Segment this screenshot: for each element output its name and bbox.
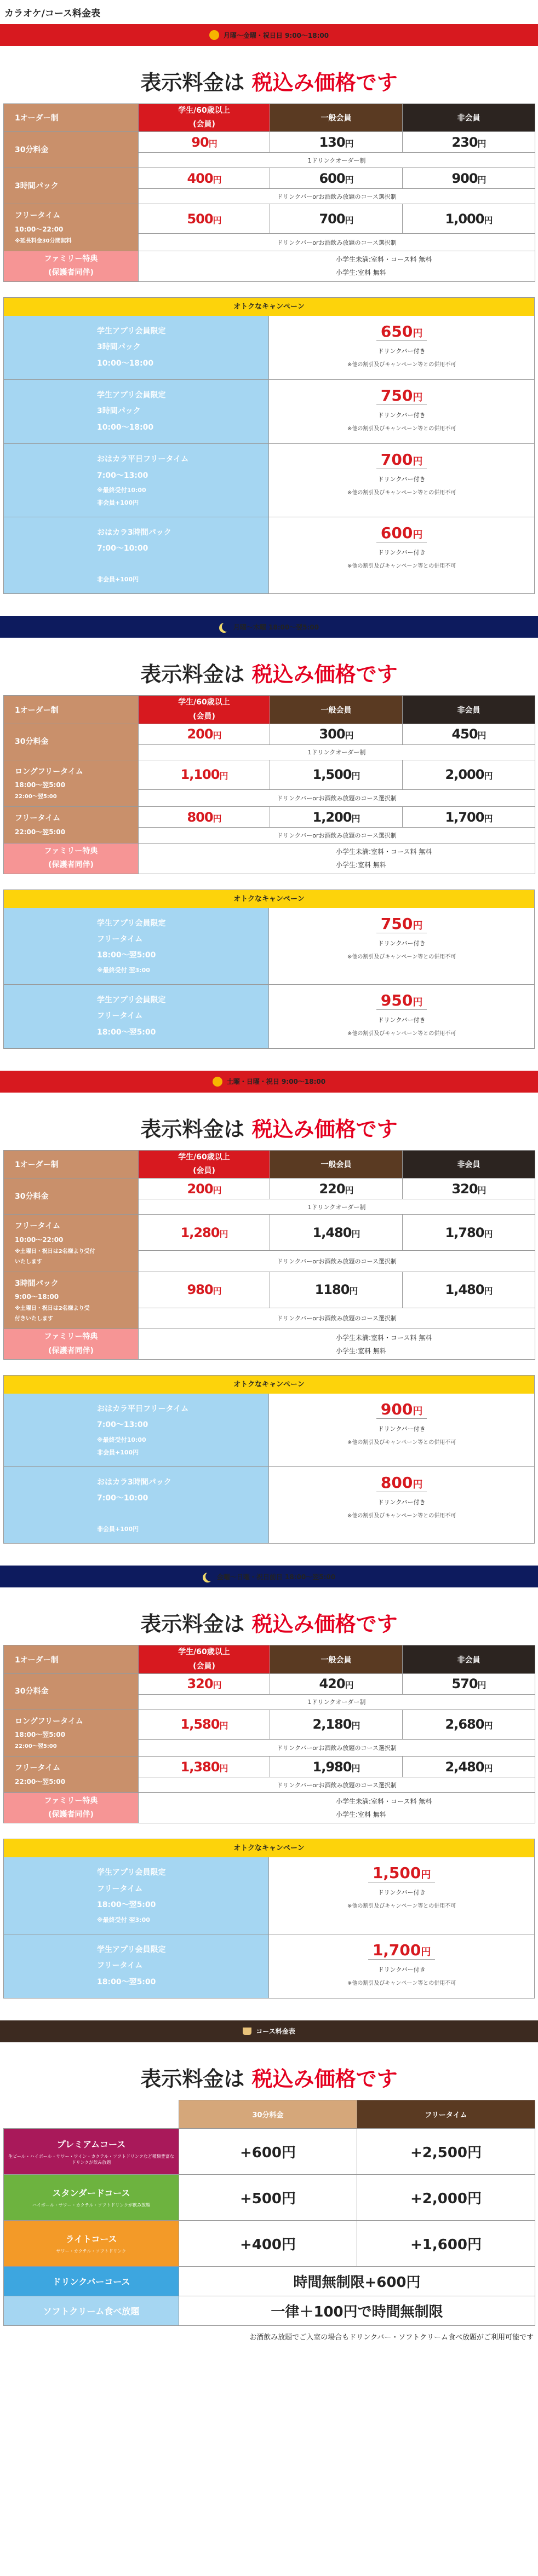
row-label: フリータイム 22:00～翌5:00 bbox=[4, 807, 139, 843]
row-label: フリータイム 22:00～翌5:00 bbox=[4, 1757, 139, 1793]
price-table bbox=[3, 1150, 535, 1360]
sun-icon bbox=[213, 1077, 222, 1087]
no-combine-note: ※他の割引及びキャンペーン等との併用不可 bbox=[347, 1903, 456, 1910]
tax-headline bbox=[0, 1587, 538, 1645]
non-member-header: 非会員 bbox=[403, 1645, 535, 1673]
campaign-price-block bbox=[269, 908, 534, 984]
campaign-price-block bbox=[269, 985, 534, 1048]
non-member-header: 非会員 bbox=[403, 696, 535, 724]
price-cell: 450円 bbox=[403, 724, 535, 744]
price-cell: 1,280円 bbox=[139, 1215, 270, 1251]
campaign-row bbox=[3, 380, 535, 444]
campaign-header: オトクなキャンペーン bbox=[3, 890, 535, 908]
course-price-free: +1,600円 bbox=[357, 2220, 535, 2266]
headline-tax-text: 税込み価格です bbox=[251, 662, 398, 687]
course-name: ソフトクリーム食べ放題 bbox=[4, 2296, 179, 2325]
course-banner-label: コース料金表 bbox=[256, 2028, 295, 2036]
campaign-price: 750円 bbox=[376, 386, 427, 405]
page-title: カラオケ/コース料金表 bbox=[4, 8, 101, 19]
course-name: プレミアムコース 生ビール・ハイボール・サワー・ワイン・カクテル・ソフトドリンクなど種類豊富なドリンクが飲み放題 bbox=[4, 2128, 179, 2174]
campaign-block bbox=[3, 1375, 535, 1544]
course-price: 一律＋100円で時間無制限 bbox=[179, 2296, 535, 2325]
headline-text: 表示料金は bbox=[140, 1117, 252, 1141]
price-table bbox=[3, 1645, 535, 1823]
family-row bbox=[4, 1329, 535, 1360]
general-header: 一般会員 bbox=[270, 1150, 403, 1178]
course-price-30min: +400円 bbox=[179, 2220, 357, 2266]
family-benefit-label: ファミリー特典 (保護者同伴) bbox=[4, 843, 139, 874]
course-price-free: +2,500円 bbox=[357, 2128, 535, 2174]
course-header-row bbox=[4, 2100, 535, 2128]
row-label: 30分料金 bbox=[4, 1673, 139, 1709]
tax-headline bbox=[0, 1093, 538, 1150]
price-cell: 700円 bbox=[270, 204, 403, 234]
price-cell: 500円 bbox=[139, 204, 270, 234]
drink-included-note: ドリンクバー付き bbox=[377, 549, 426, 557]
table-row bbox=[4, 1757, 535, 1777]
course-header-free: フリータイム bbox=[357, 2100, 535, 2128]
campaign-label: 学生アプリ会員限定 フリータイム 18:00～翌5:00 bbox=[4, 1934, 269, 1998]
course-row bbox=[4, 2266, 535, 2296]
drink-included-note: ドリンクバー付き bbox=[377, 347, 426, 355]
campaign-price: 600円 bbox=[376, 524, 427, 542]
drink-note: ドリンクバーorお酒飲み放題のコース選択制 bbox=[139, 789, 535, 806]
price-cell: 200円 bbox=[139, 724, 270, 744]
price-cell: 1,000円 bbox=[403, 204, 535, 234]
general-header: 一般会員 bbox=[270, 1645, 403, 1673]
campaign-price-block bbox=[269, 1394, 534, 1466]
price-cell: 1,780円 bbox=[403, 1215, 535, 1251]
course-row bbox=[4, 2174, 535, 2220]
price-cell: 90円 bbox=[139, 132, 270, 153]
course-name: ドリンクバーコース bbox=[4, 2266, 179, 2296]
campaign-header: オトクなキャンペーン bbox=[3, 1375, 535, 1394]
price-cell: 1,200円 bbox=[270, 807, 403, 828]
table-row bbox=[4, 724, 535, 744]
course-price-30min: +600円 bbox=[179, 2128, 357, 2174]
campaign-row bbox=[3, 1467, 535, 1544]
banner-label: 月曜～金曜・祝日日 9:00～18:00 bbox=[223, 31, 329, 39]
price-cell: 2,680円 bbox=[403, 1709, 535, 1739]
course-row bbox=[4, 2128, 535, 2174]
student-header: 学生/60歳以上 (会員) bbox=[139, 696, 270, 724]
tax-headline bbox=[0, 46, 538, 103]
moon-icon bbox=[205, 1572, 215, 1581]
campaign-header: オトクなキャンペーン bbox=[3, 297, 535, 316]
campaign-price: 1,500円 bbox=[368, 1864, 436, 1882]
price-cell: 1,700円 bbox=[403, 807, 535, 828]
course-footnote: お酒飲み放題でご入室の場合もドリンクバー・ソフトクリーム食べ放題がご利用可能です bbox=[249, 2333, 534, 2342]
order-label: 1オーダー制 bbox=[4, 696, 139, 724]
table-row bbox=[4, 760, 535, 789]
course-price: 時間無制限+600円 bbox=[179, 2266, 535, 2296]
general-header: 一般会員 bbox=[270, 696, 403, 724]
price-cell: 2,480円 bbox=[403, 1757, 535, 1777]
table-row bbox=[4, 1272, 535, 1308]
tax-headline: 表示料金は 税込み価格です bbox=[140, 2066, 398, 2091]
course-name: ライトコース サワー・カクテル・ソフトドリンク bbox=[4, 2220, 179, 2266]
course-header-30min: 30分料金 bbox=[179, 2100, 357, 2128]
headline-text: 表示料金は bbox=[140, 1612, 252, 1637]
drink-note: ドリンクバーorお酒飲み放題のコース選択制 bbox=[139, 1308, 535, 1329]
table-row bbox=[4, 1215, 535, 1251]
campaign-label: 学生アプリ会員限定 3時間パック 10:00～18:00 bbox=[4, 316, 269, 379]
price-table bbox=[3, 695, 535, 874]
campaign-price-block bbox=[269, 316, 534, 379]
price-cell: 2,180円 bbox=[270, 1709, 403, 1739]
row-label: 30分料金 bbox=[4, 1179, 139, 1215]
row-label: 3時間パック 9:00～18:00 ※土曜日・祝日は2名様より受 付きいたします bbox=[4, 1272, 139, 1329]
campaign-row bbox=[3, 1857, 535, 1934]
campaign-price: 950円 bbox=[376, 991, 427, 1010]
table-row bbox=[4, 168, 535, 189]
non-member-header: 非会員 bbox=[403, 1150, 535, 1178]
drink-included-note: ドリンクバー付き bbox=[377, 1499, 426, 1506]
drink-note: 1ドリンクオーダー制 bbox=[139, 1199, 535, 1215]
campaign-block bbox=[3, 890, 535, 1049]
time-banner bbox=[0, 1071, 538, 1093]
drink-note: 1ドリンクオーダー制 bbox=[139, 744, 535, 760]
price-cell: 1,380円 bbox=[139, 1757, 270, 1777]
campaign-price-block bbox=[269, 380, 534, 443]
price-cell: 1,980円 bbox=[270, 1757, 403, 1777]
table-row bbox=[4, 204, 535, 234]
headline-tax-text: 税込み価格です bbox=[251, 71, 398, 95]
table-row bbox=[4, 1673, 535, 1694]
drink-included-note: ドリンクバー付き bbox=[377, 939, 426, 947]
table-row bbox=[4, 807, 535, 828]
coffee-cup-icon bbox=[243, 2028, 251, 2035]
campaign-price-block bbox=[269, 1934, 534, 1998]
campaign-label: 学生アプリ会員限定 3時間パック 10:00～18:00 bbox=[4, 380, 269, 443]
price-cell: 220円 bbox=[270, 1179, 403, 1199]
row-label: 3時間パック bbox=[4, 168, 139, 204]
campaign-header: オトクなキャンペーン bbox=[3, 1839, 535, 1857]
campaign-block bbox=[3, 1839, 535, 1998]
tax-headline bbox=[0, 638, 538, 695]
price-cell: 320円 bbox=[403, 1179, 535, 1199]
row-label: フリータイム 10:00～22:00 ※延長料金30分間無料 bbox=[4, 204, 139, 251]
row-label: 30分料金 bbox=[4, 132, 139, 168]
campaign-row bbox=[3, 1394, 535, 1467]
drink-note: ドリンクバーorお酒飲み放題のコース選択制 bbox=[139, 1777, 535, 1793]
sun-icon bbox=[209, 30, 219, 40]
campaign-label: おはカラ平日フリータイム 7:00～13:00 ※最終受付10:00 非会員+100円 bbox=[4, 444, 269, 517]
price-cell: 400円 bbox=[139, 168, 270, 189]
no-combine-note: ※他の割引及びキャンペーン等との併用不可 bbox=[347, 361, 456, 368]
family-benefit-info: 小学生未満:室料・コース料 無料 小学生:室料 無料 bbox=[139, 843, 535, 874]
campaign-price-block bbox=[269, 517, 534, 593]
price-cell: 1,100円 bbox=[139, 760, 270, 789]
campaign-label: 学生アプリ会員限定 フリータイム 18:00～翌5:00 bbox=[4, 985, 269, 1048]
price-cell: 1,480円 bbox=[270, 1215, 403, 1251]
no-combine-note: ※他の割引及びキャンペーン等との併用不可 bbox=[347, 1513, 456, 1520]
price-sections bbox=[0, 24, 538, 2020]
family-row bbox=[4, 843, 535, 874]
course-section bbox=[0, 2020, 538, 2342]
campaign-label: おはカラ3時間パック 7:00～10:00 非会員+100円 bbox=[4, 517, 269, 593]
order-label: 1オーダー制 bbox=[4, 104, 139, 132]
no-combine-note: ※他の割引及びキャンペーン等との併用不可 bbox=[347, 1440, 456, 1446]
price-section bbox=[0, 1566, 538, 2020]
drink-included-note: ドリンクバー付き bbox=[377, 1966, 426, 1973]
table-row bbox=[4, 1709, 535, 1739]
price-cell: 570円 bbox=[403, 1673, 535, 1694]
course-table bbox=[3, 2100, 535, 2326]
course-banner bbox=[0, 2020, 538, 2042]
drink-note: ドリンクバーorお酒飲み放題のコース選択制 bbox=[139, 1739, 535, 1756]
family-row bbox=[4, 251, 535, 281]
course-row bbox=[4, 2296, 535, 2325]
price-cell: 2,000円 bbox=[403, 760, 535, 789]
campaign-price: 700円 bbox=[376, 450, 427, 469]
campaign-label: おはカラ3時間パック 7:00～10:00 非会員+100円 bbox=[4, 1467, 269, 1543]
drink-note: ドリンクバーorお酒飲み放題のコース選択制 bbox=[139, 1251, 535, 1272]
campaign-price-block bbox=[269, 1857, 534, 1933]
price-cell: 230円 bbox=[403, 132, 535, 153]
campaign-label: 学生アプリ会員限定 フリータイム 18:00～翌5:00 ※最終受付 翌3:00 bbox=[4, 1857, 269, 1933]
price-section bbox=[0, 24, 538, 616]
drink-included-note: ドリンクバー付き bbox=[377, 1425, 426, 1433]
family-benefit-label: ファミリー特典 (保護者同伴) bbox=[4, 251, 139, 281]
price-cell: 420円 bbox=[270, 1673, 403, 1694]
family-row bbox=[4, 1793, 535, 1823]
price-cell: 980円 bbox=[139, 1272, 270, 1308]
table-header-row bbox=[4, 1645, 535, 1673]
campaign-label: 学生アプリ会員限定 フリータイム 18:00～翌5:00 ※最終受付 翌3:00 bbox=[4, 908, 269, 984]
banner-label: 月曜～木曜 18:00～翌5:00 bbox=[233, 623, 319, 631]
general-header: 一般会員 bbox=[270, 104, 403, 132]
drink-included-note: ドリンクバー付き bbox=[377, 1016, 426, 1024]
drink-included-note: ドリンクバー付き bbox=[377, 1889, 426, 1897]
table-header-row bbox=[4, 696, 535, 724]
campaign-row bbox=[3, 517, 535, 594]
price-cell: 600円 bbox=[270, 168, 403, 189]
family-benefit-label: ファミリー特典 (保護者同伴) bbox=[4, 1793, 139, 1823]
course-row bbox=[4, 2220, 535, 2266]
time-banner bbox=[0, 616, 538, 638]
campaign-price-block bbox=[269, 444, 534, 517]
drink-note: ドリンクバーorお酒飲み放題のコース選択制 bbox=[139, 234, 535, 251]
campaign-row bbox=[3, 985, 535, 1049]
moon-icon bbox=[222, 622, 232, 632]
price-cell: 1,480円 bbox=[403, 1272, 535, 1308]
course-name: スタンダードコース ハイボール・サワー・カクテル・ソフトドリンクが飲み放題 bbox=[4, 2174, 179, 2220]
drink-note: ドリンクバーorお酒飲み放題のコース選択制 bbox=[139, 828, 535, 843]
campaign-label: おはカラ平日フリータイム 7:00～13:00 ※最終受付10:00 非会員+100円 bbox=[4, 1394, 269, 1466]
course-price-30min: +500円 bbox=[179, 2174, 357, 2220]
time-banner bbox=[0, 24, 538, 46]
drink-included-note: ドリンクバー付き bbox=[377, 476, 426, 483]
price-cell: 200円 bbox=[139, 1179, 270, 1199]
campaign-price: 1,700円 bbox=[368, 1941, 436, 1960]
non-member-header: 非会員 bbox=[403, 104, 535, 132]
price-cell: 130円 bbox=[270, 132, 403, 153]
table-header-row bbox=[4, 104, 535, 132]
order-label: 1オーダー制 bbox=[4, 1150, 139, 1178]
campaign-block bbox=[3, 297, 535, 594]
campaign-price-block bbox=[269, 1467, 534, 1543]
time-banner bbox=[0, 1566, 538, 1587]
campaign-row bbox=[3, 316, 535, 380]
row-label: ロングフリータイム 18:00～翌5:00 22:00～翌5:00 bbox=[4, 1709, 139, 1756]
campaign-row bbox=[3, 444, 535, 517]
price-table bbox=[3, 103, 535, 282]
order-label: 1オーダー制 bbox=[4, 1645, 139, 1673]
drink-note: 1ドリンクオーダー制 bbox=[139, 1694, 535, 1709]
price-cell: 1,500円 bbox=[270, 760, 403, 789]
no-combine-note: ※他の割引及びキャンペーン等との併用不可 bbox=[347, 425, 456, 432]
no-combine-note: ※他の割引及びキャンペーン等との併用不可 bbox=[347, 1030, 456, 1037]
student-header: 学生/60歳以上 (会員) bbox=[139, 1645, 270, 1673]
row-label: ロングフリータイム 18:00～翌5:00 22:00～翌5:00 bbox=[4, 760, 139, 806]
price-cell: 1,580円 bbox=[139, 1709, 270, 1739]
no-combine-note: ※他の割引及びキャンペーン等との併用不可 bbox=[347, 563, 456, 570]
table-row bbox=[4, 132, 535, 153]
no-combine-note: ※他の割引及びキャンペーン等との併用不可 bbox=[347, 954, 456, 960]
drink-note: ドリンクバーorお酒飲み放題のコース選択制 bbox=[139, 189, 535, 204]
drink-included-note: ドリンクバー付き bbox=[377, 411, 426, 419]
campaign-row bbox=[3, 1934, 535, 1999]
banner-label: 土曜・日曜・祝日 9:00～18:00 bbox=[226, 1078, 326, 1086]
family-benefit-info: 小学生未満:室料・コース料 無料 小学生:室料 無料 bbox=[139, 1793, 535, 1823]
campaign-price: 650円 bbox=[376, 322, 427, 341]
price-cell: 800円 bbox=[139, 807, 270, 828]
price-section bbox=[0, 616, 538, 1071]
headline-tax-text: 税込み価格です bbox=[251, 1612, 398, 1637]
table-header-row bbox=[4, 1150, 535, 1178]
price-cell: 320円 bbox=[139, 1673, 270, 1694]
price-cell: 1180円 bbox=[270, 1272, 403, 1308]
price-section bbox=[0, 1071, 538, 1566]
banner-label: 金曜～日曜・祝日前日 18:00～翌5:00 bbox=[216, 1573, 336, 1581]
family-benefit-info: 小学生未満:室料・コース料 無料 小学生:室料 無料 bbox=[139, 251, 535, 281]
price-cell: 300円 bbox=[270, 724, 403, 744]
headline-tax-text: 税込み価格です bbox=[251, 1117, 398, 1141]
drink-note: 1ドリンクオーダー制 bbox=[139, 153, 535, 168]
price-cell: 900円 bbox=[403, 168, 535, 189]
no-combine-note: ※他の割引及びキャンペーン等との併用不可 bbox=[347, 490, 456, 496]
row-label: フリータイム 10:00～22:00 ※土曜日・祝日は2名様より受付 いたします bbox=[4, 1215, 139, 1272]
student-header: 学生/60歳以上 (会員) bbox=[139, 104, 270, 132]
family-benefit-label: ファミリー特典 (保護者同伴) bbox=[4, 1329, 139, 1360]
table-row bbox=[4, 1179, 535, 1199]
course-price-free: +2,000円 bbox=[357, 2174, 535, 2220]
family-benefit-info: 小学生未満:室料・コース料 無料 小学生:室料 無料 bbox=[139, 1329, 535, 1360]
row-label: 30分料金 bbox=[4, 724, 139, 760]
headline-text: 表示料金は bbox=[140, 71, 252, 95]
no-combine-note: ※他の割引及びキャンペーン等との併用不可 bbox=[347, 1980, 456, 1986]
headline-text: 表示料金は bbox=[140, 662, 252, 687]
student-header: 学生/60歳以上 (会員) bbox=[139, 1150, 270, 1178]
campaign-price: 750円 bbox=[376, 915, 427, 933]
campaign-row bbox=[3, 908, 535, 985]
campaign-price: 900円 bbox=[376, 1400, 427, 1419]
campaign-price: 800円 bbox=[376, 1474, 427, 1492]
